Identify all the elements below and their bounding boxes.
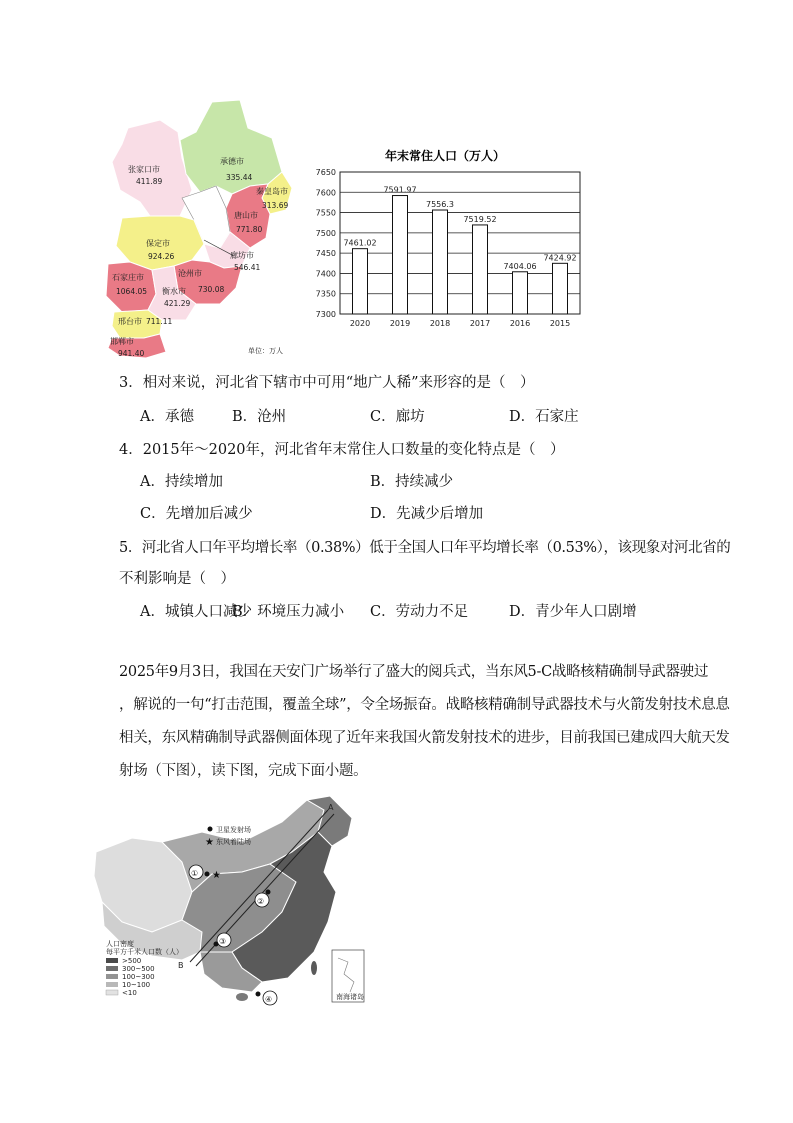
- passage: [119, 656, 730, 788]
- x-tick-label: 2020: [349, 319, 371, 328]
- bar-value-label: 7591.97: [383, 185, 417, 195]
- question-5-stem-line1: 5．河北省人口年平均增长率（0.38%）低于全国人口年平均增长率（0.53%），该现象对河北省的: [119, 540, 731, 556]
- density-legend-title: 人口密度: [106, 940, 134, 948]
- city-name-shijiazhuang: 石家庄市: [112, 273, 144, 282]
- city-value-qinhuangdao: 313.69: [262, 201, 289, 210]
- site-marker-3: ③: [219, 937, 227, 946]
- city-name-cangzhou: 沧州市: [178, 269, 202, 278]
- density-class-5: <10: [122, 989, 137, 997]
- line-label-a: A: [328, 803, 334, 812]
- question-4-option-b[interactable]: B．持续减少: [370, 474, 454, 490]
- city-value-langfang: 546.41: [234, 263, 261, 272]
- city-name-chengde: 承德市: [220, 157, 244, 166]
- city-value-chengde: 335.44: [226, 173, 253, 182]
- x-tick-label: 2019: [389, 319, 411, 328]
- city-value-cangzhou: 730.08: [198, 285, 225, 294]
- chart-title: 年末常住人口（万人）: [385, 149, 506, 163]
- y-tick-label: 7600: [315, 188, 336, 198]
- question-5-option-b[interactable]: B．环境压力减小: [232, 604, 345, 620]
- question-4-stem: 4．2015年～2020年，河北省年末常住人口数量的变化特点是（ ）: [119, 442, 565, 458]
- question-3-option-a[interactable]: A．承德: [140, 409, 194, 425]
- site-marker-4: ④: [265, 995, 273, 1004]
- x-tick-label: 2018: [429, 319, 451, 328]
- bar-2015: [553, 263, 568, 314]
- passage-line-1: 2025年9月3日，我国在天安门广场举行了盛大的阅兵式，当东风5-C战略核精确制导武器驶过: [119, 664, 709, 680]
- site-marker-2: ②: [257, 897, 265, 906]
- question-5-option-c[interactable]: C．劳动力不足: [370, 604, 469, 620]
- bar-value-label: 7461.02: [343, 238, 377, 248]
- line-label-b: B: [178, 961, 184, 970]
- city-name-tangshan: 唐山市: [234, 211, 258, 220]
- legend-landing-label: 东风着陆场: [216, 838, 251, 846]
- city-value-hengshui: 421.29: [164, 299, 191, 308]
- site-marker-1: ①: [191, 869, 199, 878]
- y-tick-label: 7500: [315, 228, 336, 238]
- bar-2020: [353, 249, 368, 314]
- question-5-option-a[interactable]: A．城镇人口减少: [140, 604, 252, 620]
- bar-value-label: 7404.06: [503, 261, 537, 271]
- question-5-stem-line2: 不利影响是（ ）: [119, 571, 235, 587]
- legend-satellite-label: 卫星发射场: [216, 826, 251, 834]
- bar-value-label: 7519.52: [463, 214, 497, 224]
- passage-line-4: 射场（下图），读下图，完成下面小题。: [119, 763, 368, 779]
- inset-label: 南海诸岛: [336, 993, 364, 1001]
- city-name-zhangjiakou: 张家口市: [128, 165, 160, 174]
- population-bar-chart: [300, 140, 590, 340]
- density-class-3: 100~300: [122, 973, 155, 981]
- passage-line-3: 相关，东风精确制导武器侧面体现了近年来我国火箭发射技术的进步，目前我国已建成四大航天发: [119, 730, 730, 746]
- x-tick-label: 2016: [509, 319, 531, 328]
- x-tick-label: 2015: [549, 319, 571, 328]
- question-3-option-d[interactable]: D．石家庄: [509, 409, 579, 425]
- satellite-dot-icon: [208, 827, 213, 832]
- passage-line-2: ，解说的一句“打击范围，覆盖全球”，令全场振奋。战略核精确制导武器技术与火箭发射技术息息: [119, 697, 730, 713]
- x-tick-label: 2017: [469, 319, 491, 328]
- density-legend-subtitle: 每平方千米人口数（人）: [106, 948, 183, 956]
- y-tick-label: 7350: [315, 289, 336, 299]
- city-name-baoding: 保定市: [146, 239, 170, 248]
- question-3-option-c[interactable]: C．廊坊: [370, 409, 425, 425]
- question-4-option-a[interactable]: A．持续增加: [140, 474, 223, 490]
- hebei-population-map: [100, 98, 300, 360]
- question-4-option-c[interactable]: C．先增加后减少: [140, 506, 253, 522]
- y-tick-label: 7400: [315, 269, 336, 279]
- density-class-2: 300~500: [122, 965, 155, 973]
- city-value-xingtai: 711.11: [146, 317, 173, 326]
- city-value-zhangjiakou: 411.89: [136, 177, 163, 186]
- bar-value-label: 7424.92: [543, 253, 577, 263]
- y-tick-label: 7450: [315, 249, 336, 259]
- map-region-hainan: [236, 993, 248, 1001]
- map-unit-label: 单位：万人: [248, 347, 283, 355]
- city-name-hengshui: 衡水市: [162, 287, 186, 296]
- question-5-option-d[interactable]: D．青少年人口剧增: [509, 604, 637, 620]
- bar-2018: [433, 210, 448, 314]
- city-name-qinhuangdao: 秦皇岛市: [256, 187, 288, 196]
- bar-2019: [393, 196, 408, 314]
- star-icon: ★: [205, 837, 214, 848]
- svg-text:★: ★: [212, 870, 221, 881]
- bar-2016: [513, 272, 528, 314]
- y-tick-label: 7300: [315, 310, 336, 319]
- question-3-option-b[interactable]: B．沧州: [232, 409, 287, 425]
- y-tick-label: 7650: [315, 168, 336, 177]
- city-value-tangshan: 771.80: [236, 225, 263, 234]
- bar-value-label: 7556.3: [426, 200, 454, 210]
- density-class-4: 10~100: [122, 981, 151, 989]
- city-value-shijiazhuang: 1064.05: [116, 287, 148, 296]
- city-name-handan: 邯郸市: [110, 337, 134, 346]
- question-4-option-d[interactable]: D．先减少后增加: [370, 506, 484, 522]
- city-value-handan: 941.40: [118, 349, 145, 358]
- city-name-langfang: 廊坊市: [230, 251, 254, 260]
- y-tick-label: 7550: [315, 208, 336, 218]
- city-name-xingtai: 邢台市: [118, 317, 142, 326]
- question-3-stem: 3．相对来说，河北省下辖市中可用“地广人稀”来形容的是（ ）: [119, 375, 535, 391]
- city-value-baoding: 924.26: [148, 252, 175, 261]
- bar-2017: [473, 225, 488, 314]
- density-class-1: >500: [122, 957, 142, 965]
- china-launch-sites-map: [92, 792, 372, 1012]
